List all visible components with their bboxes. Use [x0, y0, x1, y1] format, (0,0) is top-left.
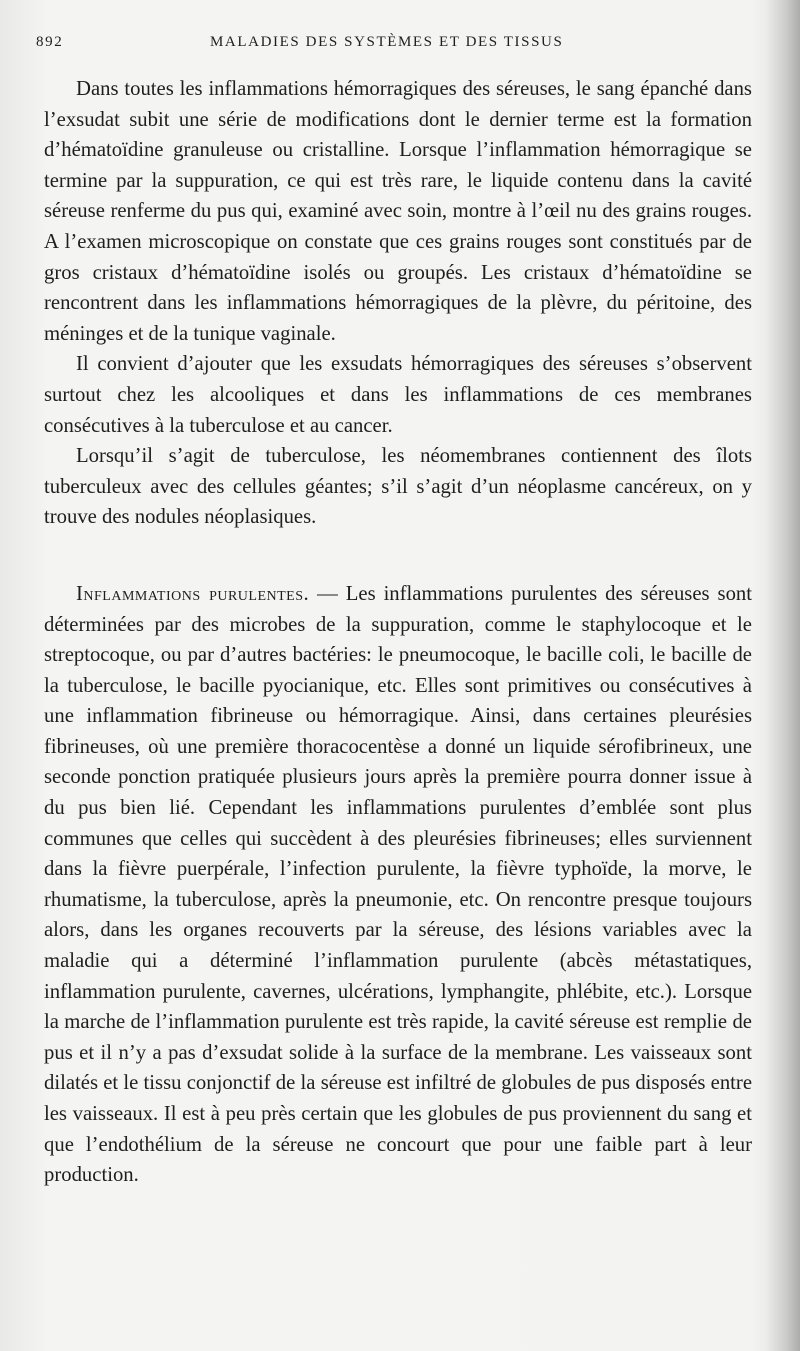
body-text: [44, 74, 752, 1191]
section-heading: Inflammations purulentes.: [76, 582, 310, 605]
section-text: — Les inflammations purulentes des séreuses sont déterminées par des microbes de la suppuration, comme le staphylocoque et le streptocoque, ou par d’autres bactéries: le pneumocoque, le bacille coli, le bacille de la tuberculose, le bacille pyocianique, etc. Elles sont primitives ou consécutives à une inflammation fibrineuse ou hémorragique. Ainsi, dans certaines pleurésies fibrineuses, où une première thoracocentèse a donné un liquide sérofibrineux, une seconde ponction pratiquée plusieurs jours après la première pourra donner issue à du pus bien lié. Cependant les inflammations purulentes d’emblée sont plus communes que celles qui succèdent à des pleurésies fibrineuses; elles surviennent dans la fièvre puerpérale, l’infection purulente, la fièvre typhoïde, la morve, le rhumatisme, la tuberculose, après la pneumonie, etc. On rencontre presque toujours alors, dans les organes recouverts par la séreuse, des lésions variables avec la maladie qui a déterminé l’inflammation purulente (abcès métastatiques, inflammation purulente, cavernes, ulcérations, lymphangite, phlébite, etc.). Lorsque la marche de l’inflammation purulente est très rapide, la cavité séreuse est remplie de pus et il n’y a pas d’exsudat solide à la surface de la membrane. Les vaisseaux sont dilatés et le tissu conjonctif de la séreuse est infiltré de globules de pus disposés entre les vaisseaux. Il est à peu près certain que les globules de pus proviennent du sang et que l’endothélium de la séreuse ne concourt que pour une faible part à leur production.: [44, 582, 752, 1187]
paragraph: Dans toutes les inflammations hémorragiques des séreuses, le sang épanché dans l’exsudat subit une série de modifications dont le dernier terme est la formation d’hématoïdine granuleuse ou cristalline. Lorsque l’inflammation hémorragique se termine par la suppuration, ce qui est très rare, le liquide contenu dans la cavité séreuse renferme du pus qui, examiné avec soin, montre à l’œil nu des grains rouges. A l’examen microscopique on constate que ces grains rouges sont constitués par de gros cristaux d’hématoïdine isolés ou groupés. Les cristaux d’hématoïdine se rencontrent dans les inflammations hémorragiques de la plèvre, du péritoine, des méninges et de la tunique vaginale.: [44, 78, 752, 345]
page-edge-shadow: [766, 0, 800, 1351]
section-paragraph: [44, 579, 752, 1191]
paragraph: Lorsqu’il s’agit de tuberculose, les néomembranes contiennent des îlots tuberculeux avec des cellules géantes; s’il s’agit d’un néoplasme cancéreux, on y trouve des nodules néoplasiques.: [44, 445, 752, 529]
page-header: [36, 30, 756, 60]
paragraph: Il convient d’ajouter que les exsudats hémorragiques des séreuses s’observent surtout chez les alcooliques et dans les inflammations de ces membranes consécutives à la tuberculose et au cancer.: [44, 353, 752, 437]
running-head: MALADIES DES SYSTÈMES ET DES TISSUS: [210, 34, 564, 50]
page-number: 892: [36, 34, 64, 50]
